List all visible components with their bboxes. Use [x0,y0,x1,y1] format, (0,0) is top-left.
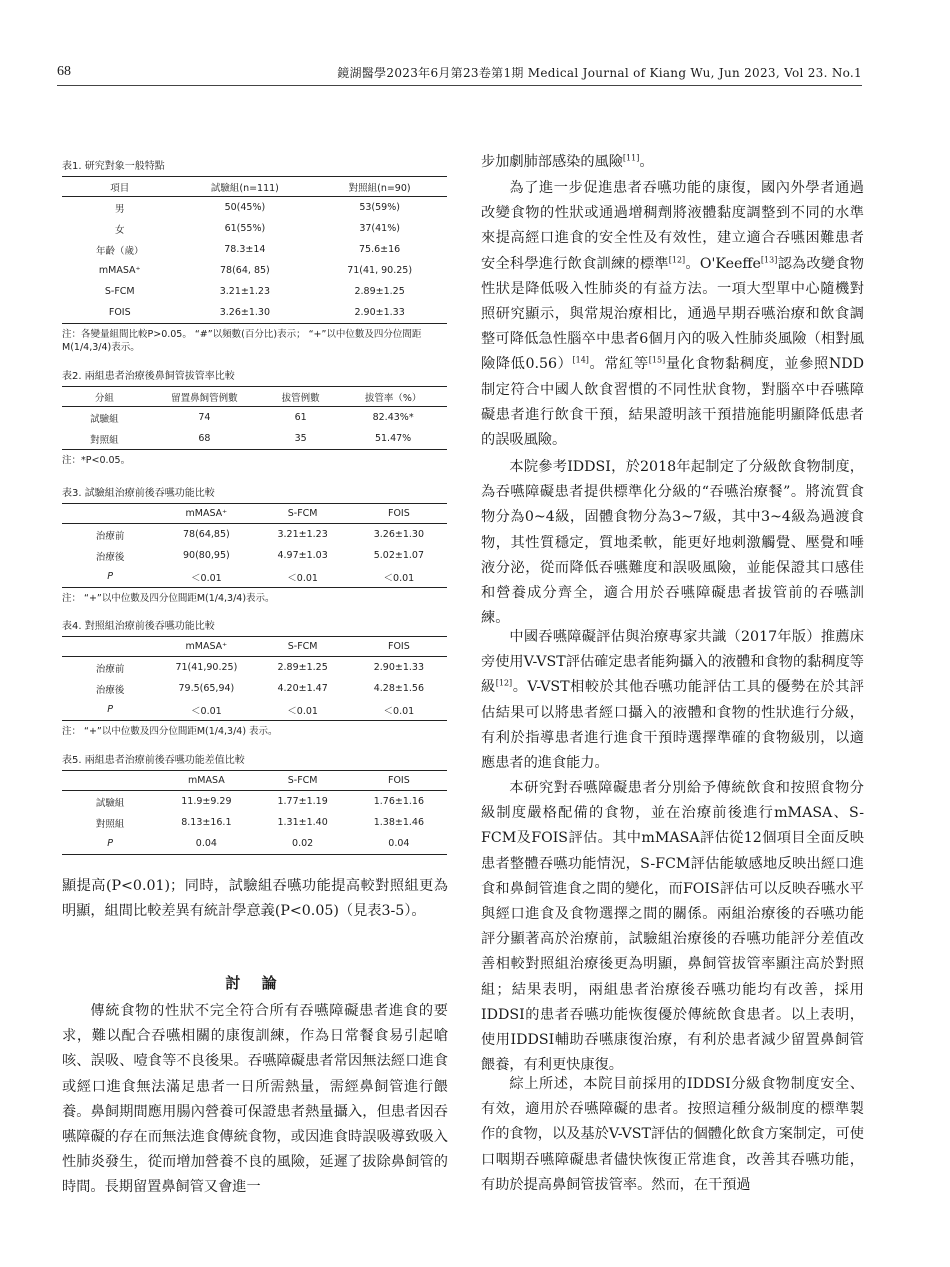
table-3-header: mMASA⁺ [158,504,254,524]
table-cell: 74 [198,412,211,423]
table-4-header [62,637,158,657]
table-cell: 53(59%) [359,202,400,213]
paragraph-iddsi: 本院參考IDDSI，於2018年起制定了分級飲食物制度，為吞嚥障礙患者提供標準化分級的“吞嚥治療餐”。將流質食物分為0~4級，固體食物分為3~7級，其中3~4級為過渡食物，其性質穩定，質地柔軟，能更好地刺激觸覺、壓覺和唾液分泌，從而降低吞嚥難度和誤吸風險，並能保證其口感佳和營養成分齊全，適合用於吞嚥障礙患者拔管前的吞嚥訓練。 [481,459,864,627]
text-span: 。 [639,154,654,170]
table-row [62,545,447,566]
table-cell: mMASA⁺ [98,265,141,276]
table-cell: 71(41, 90.25) [347,265,413,276]
table-cell: 3.21±1.23 [219,286,270,297]
paragraph-vvst [481,625,864,776]
table-cell: ＜0.01 [351,566,447,588]
table-3-note: 注： “+”以中位數及四分位間距M(1/4,3/4)表示。 [62,593,275,604]
table-row [62,428,447,450]
citation-ref: [14] [572,355,589,365]
table-2-header: 拔管例數 [262,387,339,407]
table-5-header: FOIS [351,771,447,791]
table-cell: 2.89±1.25 [354,286,405,297]
text-span: 量化食物黏稠度，並參照NDD制定符合中國人飲食習慣的不同性狀食物，對腦卒中吞嚥障礙患者進行飲食干預，結果證明該干預措施能明顯降低患者的誤吸風險。 [481,356,864,449]
table-row [62,678,447,699]
table-cell: FOIS [62,302,178,324]
table-3 [62,484,447,605]
running-header: 鏡湖醫學2023年6月第23卷第1期 Medical Journal of Kiang Wu, Jun 2023, Vol 23. No.1 [337,66,862,80]
table-cell: 女 [114,224,125,236]
table-cell: 1.38±1.46 [373,817,424,828]
citation-ref: [11] [622,153,640,163]
table-cell: 治療前 [95,530,125,542]
table-cell: 治療後 [95,551,125,563]
table-cell: P [62,699,158,721]
table-cell: 對照組 [62,428,147,450]
page-number: 68 [57,64,71,79]
table-cell: ＜0.01 [255,699,351,721]
results-continuation-paragraph: 顯提高(P<0.01)；同時，試驗組吞嚥功能提高較對照組更為明顯，組間比較差異有統計學意義(P<0.05)（見表3-5）。 [62,878,448,920]
text-span: 步加劇肺部感染的風險 [481,154,623,170]
table-cell: 82.43%* [372,412,414,423]
table-cell: 71(41,90.25) [175,662,238,673]
paragraph-conclusion: 綜上所述，本院目前採用的IDDSI分級食物制度安全、有效，適用於吞嚥障礙的患者。按照這種分級制度的標準製作的食物，以及基於V-VST評估的個體化飲食方案制定，可使口咽期吞嚥障礙患者儘快恢復正常進食，改善其吞嚥功能，有助於提高鼻飼管拔管率。然而，在干預過 [481,1076,864,1193]
table-cell: 1.77±1.19 [277,796,328,807]
table-cell: 37(41%) [359,223,400,234]
table-cell: 2.89±1.25 [277,662,328,673]
table-4-header: mMASA⁺ [158,637,254,657]
table-row [62,791,447,813]
table-cell: 試驗組 [90,413,119,425]
table-cell: 2.90±1.33 [312,302,447,324]
table-cell: P [62,833,158,855]
table-cell: 50(45%) [224,202,266,213]
discussion-paragraph-1: 傳統食物的性狀不完全符合所有吞嚥障礙患者進食的要求，難以配合吞嚥相關的康復訓練，作為日常餐食易引起嗆咳、誤吸、噎食等不良後果。吞嚥障礙患者常因無法經口進食或經口進食無法滿足患者一日所需熱量，需經鼻飼管進行餵養。鼻飼期間應用腸內營養可保證患者熱量攝入，但患者因吞嚥障礙的存在而無法進食傳統食物，或因進食時誤吸導致吸入性肺炎發生，從而增加營養不良的風險，延遲了拔除鼻飼管的時間。長期留置鼻飼管又會進一 [62,1003,448,1196]
table-cell: 75.6±16 [359,244,401,255]
table-4-caption: 表4. 對照組治療前後吞嚥功能比較 [62,621,215,632]
table-1-header: 項目 [62,177,178,197]
table-cell: 61 [294,412,307,423]
table-cell: 男 [114,203,125,215]
table-cell: 試驗組 [95,797,125,809]
table-1-header: 對照組(n=90) [312,177,447,197]
table-cell: 79.5(65,94) [178,683,235,694]
table-cell: 0.02 [255,833,351,855]
table-cell: 年齡（歲） [95,245,144,257]
table-cell: P [62,566,158,588]
table-1-header: 試驗組(n=111) [178,177,313,197]
table-row [62,197,447,219]
table-cell: 51.47% [339,428,447,450]
table-cell: 治療後 [95,684,125,696]
citation-ref: [12] [668,254,686,264]
table-4 [62,617,447,738]
table-cell: 治療前 [95,663,125,675]
table-cell: 68 [147,428,263,450]
table-5-header [62,771,158,791]
table-row [62,260,447,281]
table-2-header: 分組 [62,387,147,407]
citation-ref: [13] [760,254,778,264]
citation-ref: [15] [648,355,666,365]
text-span: 。V-VST相較於其他吞嚥功能評估工具的優勢在於其評估結果可以將患者經口攝入的液體和食物的性狀進行分級，有利於指導患者進行進食干預時選擇準確的食物級別，以適應患者的進食能力。 [481,679,864,772]
table-1 [62,157,447,354]
table-row [62,812,447,833]
table-cell: 3.26±1.30 [178,302,313,324]
table-3-caption: 表3. 試驗組治療前後吞嚥功能比較 [62,488,215,499]
text-span: 認為改變食物性狀是降低吸入性肺炎的有益方法。一項大型單中心隨機對照研究顯示，與常規治療相比，通過早期吞嚥治療和飲食調整可降低急性腦卒中患者6個月內的吸入性肺炎風險（相對風險降低0.56） [481,255,864,373]
table-2 [62,367,447,467]
citation-ref: [12] [495,678,513,688]
table-row [62,833,447,855]
header-rule [57,85,862,86]
table-cell: ＜0.01 [255,566,351,588]
table-5 [62,751,447,855]
table-cell: 90(80,95) [183,550,230,561]
table-cell: 0.04 [351,833,447,855]
table-row [62,302,447,324]
text-span: 。O'Keeffe [685,255,761,272]
table-row [62,407,447,429]
table-1-note: 注：各變量組間比較P>0.05。 “#”以頻數(百分比)表示； “+”以中位數及四分位間距M(1/4,3/4)表示。 [62,329,422,353]
table-row [62,566,447,588]
table-cell: 3.26±1.30 [373,529,424,540]
table-cell: 78(64,85) [183,529,230,540]
table-cell: 對照組 [95,818,125,830]
table-cell: 5.02±1.07 [373,550,424,561]
table-cell: ＜0.01 [158,566,254,588]
table-cell: 0.04 [158,833,254,855]
table-cell: ＜0.01 [351,699,447,721]
table-row [62,281,447,302]
text-span: 為了進一步促進患者吞嚥功能的康復，國內外學者通過改變食物的性狀或通過增稠劑將液體黏度調整到不同的水準來提高經口進食的安全性及有效性，建立適合吞嚥困難患者安全科學進行飲食訓練的標準 [481,180,864,272]
table-cell: 4.20±1.47 [277,683,328,694]
paragraph-study-results: 本研究對吞嚥障礙患者分別給予傳統飲食和按照食物分級制度嚴格配備的食物，並在治療前後進行mMASA、S-FCM及FOIS評估。其中mMASA評估從12個項目全面反映患者整體吞嚥功能情況，S-FCM評估能敏感地反映出經口進食和鼻飼管進食之間的變化，而FOIS評估可以反映吞嚥水平與經口進食及食物選擇之間的關係。兩組治療後的吞嚥功能評分顯著高於治療前，試驗組治療後的吞嚥功能評分差值改善相較對照組治療後更為明顯，鼻飼管拔管率顯注高於對照組；結果表明，兩組患者治療後吞嚥功能均有改善，採用IDDSI的患者吞嚥功能恢復優於傳統飲食患者。以上表明，使用IDDSI輔助吞嚥康復治療，有利於患者減少留置鼻飼管餵養，有利更快康復。 [481,780,864,1074]
table-cell: 4.97±1.03 [277,550,328,561]
table-4-note: 注： “+”以中位數及四分位間距M(1/4,3/4) 表示。 [62,726,278,737]
table-5-header: mMASA [158,771,254,791]
table-1-caption: 表1. 研究對象一般特點 [62,161,165,172]
text-span: 。常紅等 [588,356,649,373]
table-2-header: 留置鼻飼管例數 [147,387,263,407]
table-cell: 1.76±1.16 [373,796,424,807]
table-cell: 8.13±16.1 [181,817,232,828]
table-2-caption: 表2. 兩組患者治療後鼻飼管拔管率比較 [62,371,235,382]
table-3-header [62,504,158,524]
table-2-note: 注：*P<0.05。 [62,455,131,466]
table-cell: 78.3±14 [224,244,266,255]
table-row [62,657,447,679]
table-row [62,218,447,239]
table-cell: 3.21±1.23 [277,529,328,540]
discussion-heading: 討 論 [225,974,285,992]
table-cell: 2.90±1.33 [373,662,424,673]
table-3-header: FOIS [351,504,447,524]
table-cell: S-FCM [104,286,135,297]
table-row [62,239,447,260]
table-5-header: S-FCM [255,771,351,791]
paragraph-dysphagia-standards [481,176,864,453]
table-row [62,524,447,546]
table-3-header: S-FCM [255,504,351,524]
table-cell: 61(55%) [224,223,266,234]
table-row [62,699,447,721]
text-span: 中國吞嚥障礙評估與治療專家共識（2017年版）推薦床旁使用V-VST評估確定患者能夠攝入的液體和食物的黏稠度等級 [481,629,864,696]
table-cell: 1.31±1.40 [277,817,328,828]
table-4-header: S-FCM [255,637,351,657]
table-cell: ＜0.01 [158,699,254,721]
table-cell: 11.9±9.29 [181,796,232,807]
table-cell: 4.28±1.56 [373,683,424,694]
table-4-header: FOIS [351,637,447,657]
paragraph-continuation [481,150,864,175]
table-5-caption: 表5. 兩組患者治療前後吞嚥功能差值比較 [62,755,245,766]
table-cell: 35 [262,428,339,450]
table-cell: 78(64, 85) [220,265,270,276]
table-2-header: 拔管率（%） [339,387,447,407]
